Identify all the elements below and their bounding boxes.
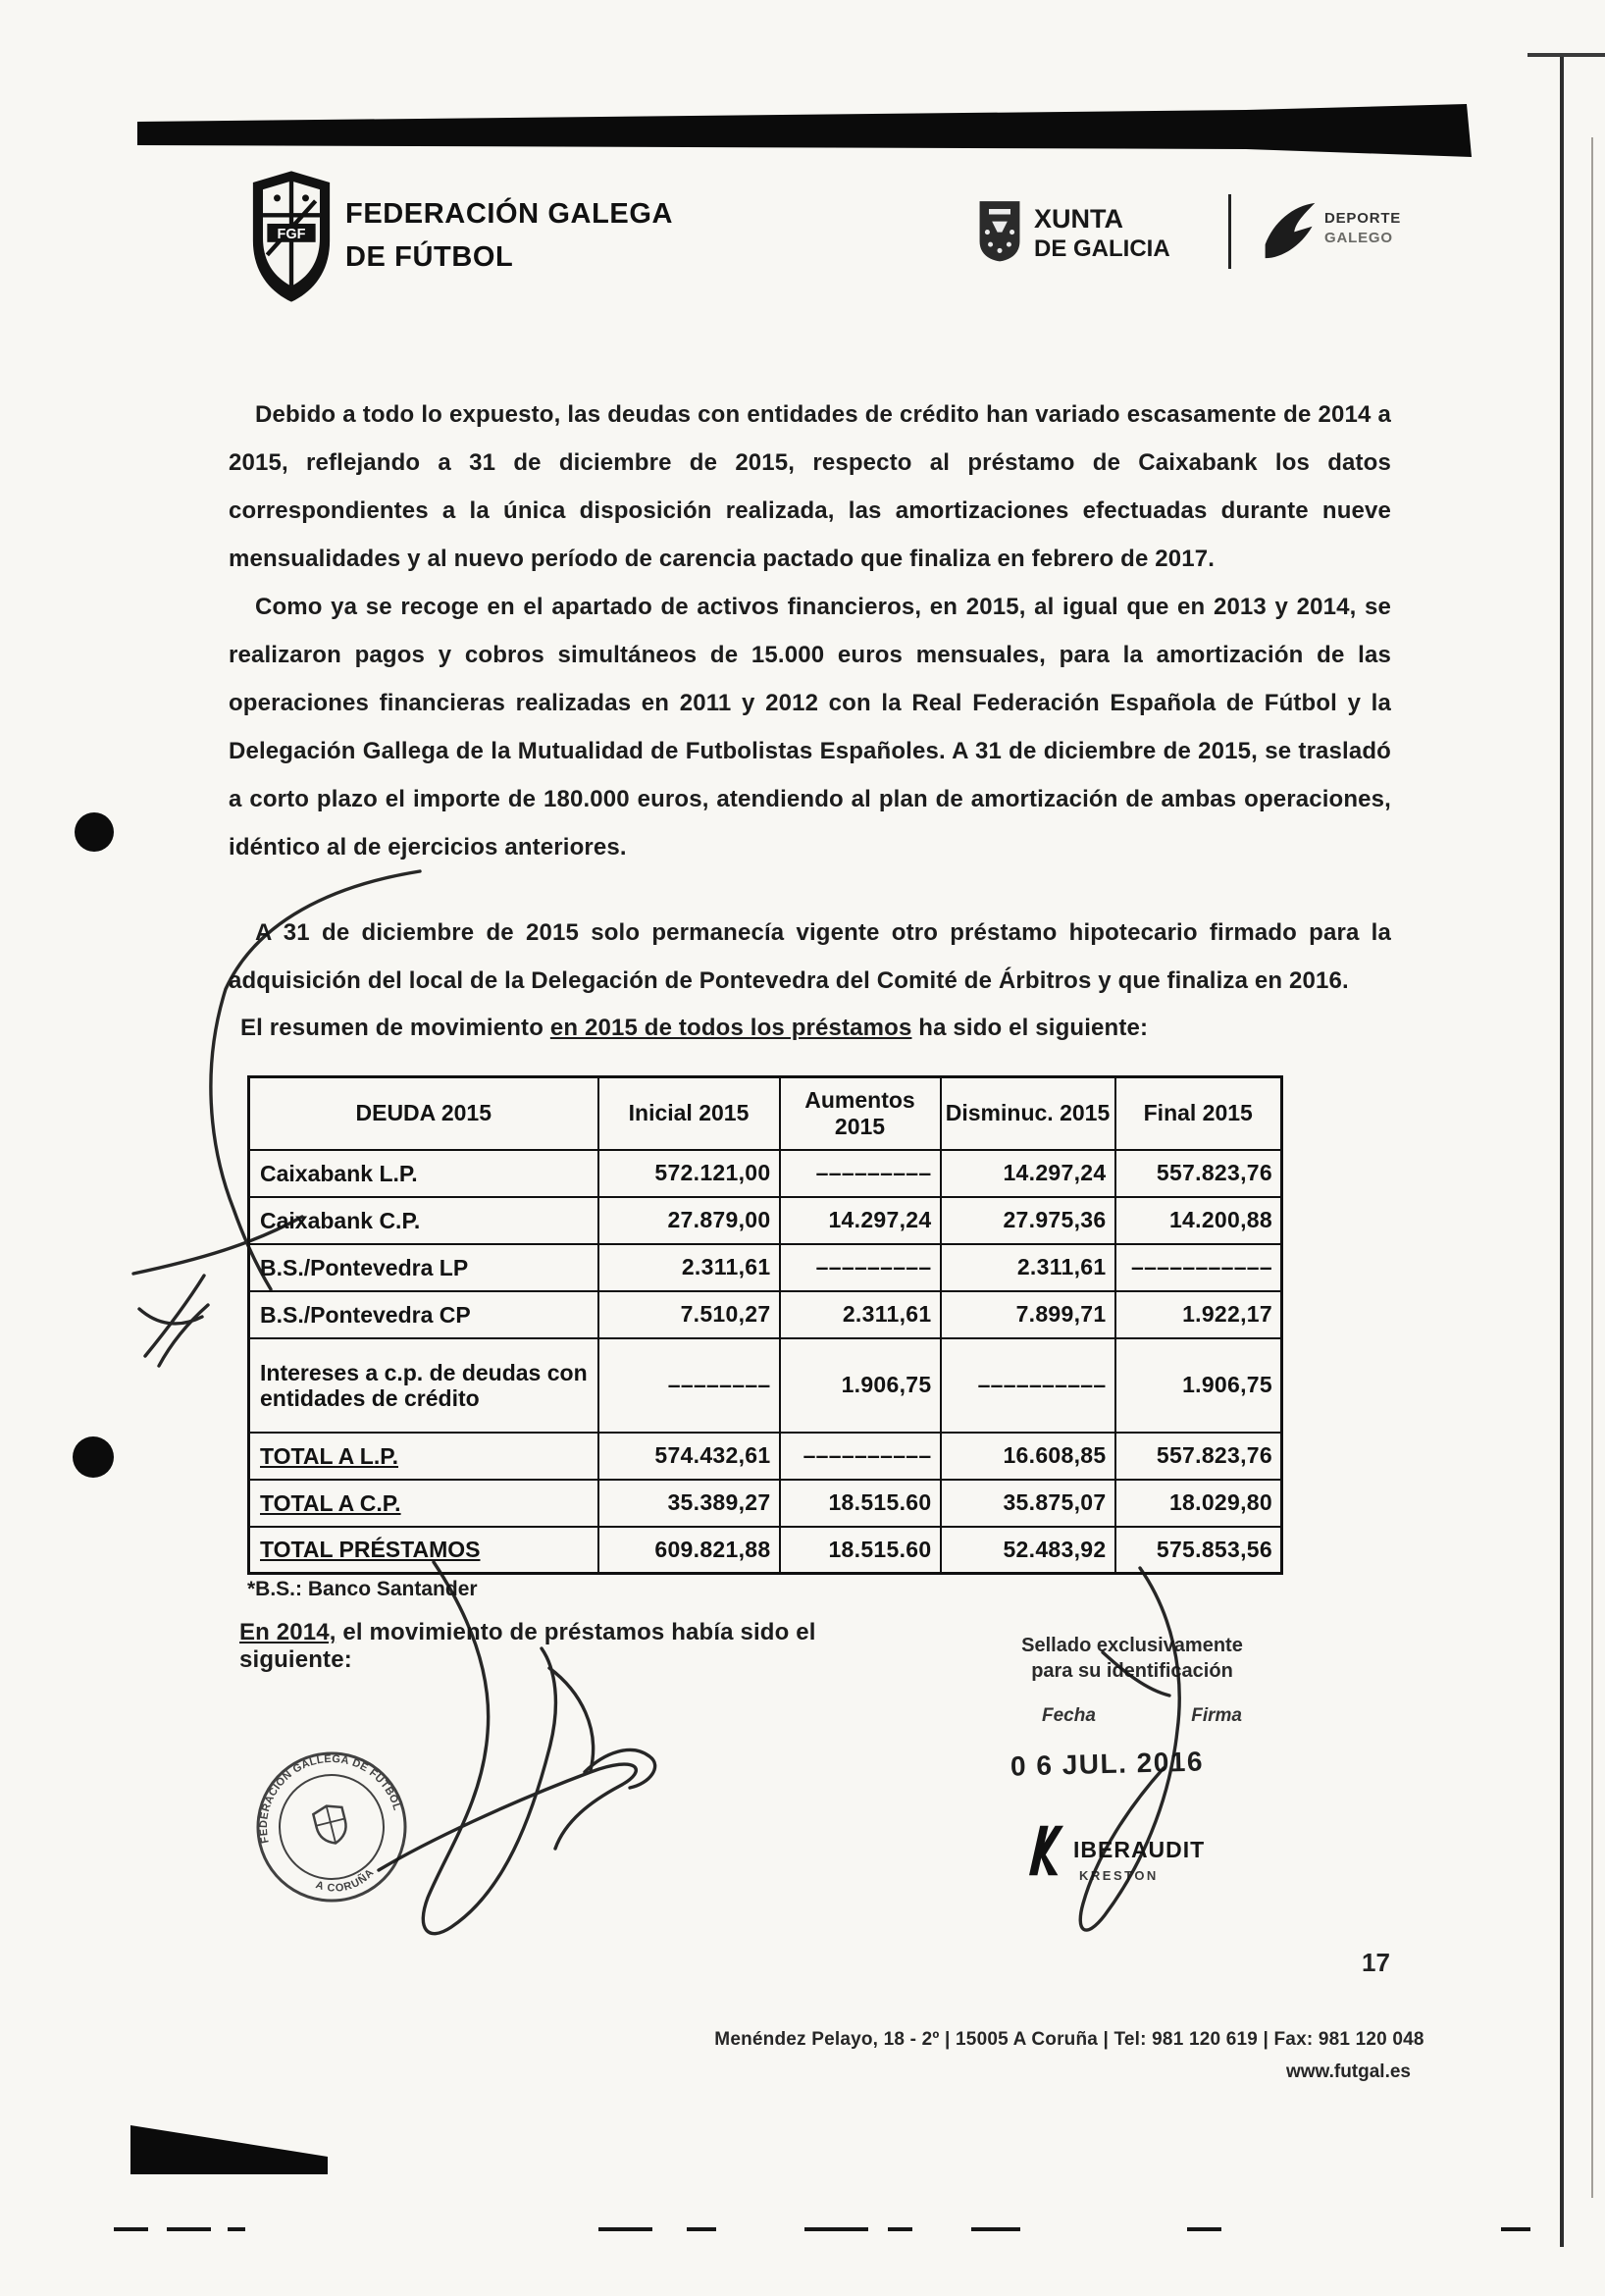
header-divider xyxy=(1228,194,1231,269)
col-header-deuda: DEUDA 2015 xyxy=(249,1077,598,1150)
deporte-label-line2: GALEGO xyxy=(1324,230,1393,246)
auditor-network: KRESTON xyxy=(1079,1868,1159,1883)
cell-final: 18.029,80 xyxy=(1115,1480,1282,1527)
row-label: Intereses a c.p. de deudas con entidades de crédito xyxy=(249,1338,598,1433)
cell-disminuc: –––––––––– xyxy=(941,1338,1115,1433)
cell-disminuc: 35.875,07 xyxy=(941,1480,1115,1527)
cell-final: 557.823,76 xyxy=(1115,1150,1282,1197)
cell-inicial: 7.510,27 xyxy=(598,1291,780,1338)
loans-table-wrapper xyxy=(247,1075,1283,1575)
cell-inicial: 35.389,27 xyxy=(598,1480,780,1527)
firma-label: Firma xyxy=(1191,1705,1242,1726)
cell-aumentos: 1.906,75 xyxy=(780,1338,941,1433)
table-row xyxy=(249,1150,1282,1197)
cell-disminuc: 27.975,36 xyxy=(941,1197,1115,1244)
cell-aumentos: 2.311,61 xyxy=(780,1291,941,1338)
cell-final: ––––––––––– xyxy=(1115,1244,1282,1291)
scan-artifact-top-bar xyxy=(128,96,1491,167)
intro-2015-prefix: El resumen de movimiento xyxy=(240,1015,550,1041)
federation-name-line2: DE FÚTBOL xyxy=(345,241,514,273)
table-row xyxy=(249,1291,1282,1338)
col-header-disminuc: Disminuc. 2015 xyxy=(941,1077,1115,1150)
row-label: Caixabank C.P. xyxy=(249,1197,598,1244)
footer-address: Menéndez Pelayo, 18 - 2º | 15005 A Coruña | Tel: 981 120 619 | Fax: 981 120 048 xyxy=(714,2029,1424,2050)
table-row-total-prestamos xyxy=(249,1527,1282,1574)
intro-2014-suffix: el movimiento de préstamos había sido el siguiente: xyxy=(239,1619,816,1673)
row-label: B.S./Pontevedra LP xyxy=(249,1244,598,1291)
federation-name-line1: FEDERACIÓN GALEGA xyxy=(345,198,674,230)
scan-artifact-corner-wedge xyxy=(126,2117,334,2180)
cell-aumentos: ––––––––– xyxy=(780,1150,941,1197)
cell-aumentos: ––––––––– xyxy=(780,1244,941,1291)
table-row-total-lp xyxy=(249,1433,1282,1480)
scan-artifact-dash xyxy=(687,2227,716,2231)
cell-disminuc: 2.311,61 xyxy=(941,1244,1115,1291)
cell-final: 575.853,56 xyxy=(1115,1527,1282,1574)
cell-disminuc: 52.483,92 xyxy=(941,1527,1115,1574)
auditor-certification-stamp xyxy=(985,1633,1279,1684)
scan-artifact-dash xyxy=(598,2227,652,2231)
scan-artifact-dash xyxy=(167,2227,211,2231)
row-label: Caixabank L.P. xyxy=(249,1150,598,1197)
intro-2014-underlined: En 2014, xyxy=(239,1619,337,1645)
scan-artifact-dash xyxy=(804,2227,868,2231)
deporte-label-line1: DEPORTE xyxy=(1324,210,1402,227)
xunta-label-line1: XUNTA xyxy=(1034,204,1123,234)
cell-disminuc: 7.899,71 xyxy=(941,1291,1115,1338)
scan-artifact-dash xyxy=(114,2227,148,2231)
row-label: TOTAL PRÉSTAMOS xyxy=(249,1527,598,1574)
intro-2015-underlined: en 2015 de todos los préstamos xyxy=(549,1015,912,1041)
xunta-crest-icon xyxy=(976,198,1023,263)
scan-artifact-dash xyxy=(1501,2227,1530,2231)
cell-inicial: 609.821,88 xyxy=(598,1527,780,1574)
scan-artifact-dash xyxy=(971,2227,1020,2231)
row-label: TOTAL A C.P. xyxy=(249,1480,598,1527)
cell-disminuc: 14.297,24 xyxy=(941,1150,1115,1197)
cell-final: 557.823,76 xyxy=(1115,1433,1282,1480)
cell-inicial: 27.879,00 xyxy=(598,1197,780,1244)
fgf-initials: FGF xyxy=(277,227,306,243)
scan-artifact-vertical-line xyxy=(1591,137,1593,2198)
table-row xyxy=(249,1338,1282,1433)
table-row-total-cp xyxy=(249,1480,1282,1527)
paragraph-1: Debido a todo lo expuesto, las deudas con entidades de crédito han variado escasamente de 2014 a 2015, reflejando a 31 de diciembre de 2015, respecto al préstamo de Caixabank los datos correspondientes a la única disposición realizada, las amortizaciones efectuadas durante nueve mensualidades y al nuevo período de carencia pactado que finaliza en febrero de 2017. xyxy=(229,401,1391,572)
table-header-row xyxy=(249,1077,1282,1150)
date-stamp: 0 6 JUL. 2016 xyxy=(1010,1746,1205,1782)
intro-line-2015 xyxy=(240,1015,1320,1042)
debt-summary-table xyxy=(247,1075,1283,1575)
sellado-line1: Sellado exclusivamente xyxy=(1021,1635,1243,1656)
row-label: B.S./Pontevedra CP xyxy=(249,1291,598,1338)
hole-punch-mark xyxy=(73,1436,114,1478)
stamp-bottom-text: A CORUÑA xyxy=(314,1866,378,1895)
col-header-final: Final 2015 xyxy=(1115,1077,1282,1150)
cell-inicial: 2.311,61 xyxy=(598,1244,780,1291)
table-row xyxy=(249,1197,1282,1244)
auditor-name: IBERAUDIT xyxy=(1073,1837,1206,1862)
fecha-label: Fecha xyxy=(1042,1705,1096,1726)
scan-artifact-vertical-line xyxy=(1560,57,1564,2247)
cell-aumentos: –––––––––– xyxy=(780,1433,941,1480)
cell-inicial: 572.121,00 xyxy=(598,1150,780,1197)
fgf-crest-logo xyxy=(248,167,335,306)
stamp-top-text: FEDERACIÓN GALLEGA DE FÚTBOL xyxy=(257,1752,403,1845)
paragraph-3: A 31 de diciembre de 2015 solo permanecía vigente otro préstamo hipotecario firmado para la adquisición del local de la Delegación de Pontevedra del Comité de Árbitros y que finaliza en 2016. xyxy=(229,919,1391,994)
scan-artifact-dash xyxy=(228,2227,245,2231)
table-footnote: *B.S.: Banco Santander xyxy=(247,1578,478,1600)
iberaudit-k-icon xyxy=(1022,1823,1063,1878)
hole-punch-mark xyxy=(75,812,114,852)
cell-aumentos: 18.515.60 xyxy=(780,1480,941,1527)
svg-text:A CORUÑA xyxy=(312,1865,380,1901)
scan-artifact-tick xyxy=(1527,53,1605,57)
footer-website: www.futgal.es xyxy=(1285,2061,1411,2082)
cell-disminuc: 16.608,85 xyxy=(941,1433,1115,1480)
deporte-galego-swoosh-icon xyxy=(1262,200,1319,261)
cell-aumentos: 14.297,24 xyxy=(780,1197,941,1244)
intro-line-2014 xyxy=(239,1619,926,1674)
cell-aumentos: 18.515.60 xyxy=(780,1527,941,1574)
intro-2015-suffix: ha sido el siguiente: xyxy=(911,1015,1149,1041)
row-label: TOTAL A L.P. xyxy=(249,1433,598,1480)
scan-artifact-dash xyxy=(888,2227,912,2231)
col-header-inicial: Inicial 2015 xyxy=(598,1077,780,1150)
cell-final: 1.906,75 xyxy=(1115,1338,1282,1433)
fecha-firma-labels xyxy=(1024,1705,1260,1727)
xunta-label-line2: DE GALICIA xyxy=(1034,235,1170,262)
cell-inicial: 574.432,61 xyxy=(598,1433,780,1480)
federation-circular-stamp xyxy=(236,1732,427,1922)
scan-artifact-dash xyxy=(1187,2227,1221,2231)
paragraph-2: Como ya se recoge en el apartado de activos financieros, en 2015, al igual que en 2013 y 2014, se realizaron pagos y cobros simultáneos de 15.000 euros mensuales, para la amortización de las operaciones financieras realizadas en 2011 y 2012 con la Real Federación Española de Fútbol y la Delegación Gallega de la Mutualidad de Futbolistas Españoles. A 31 de diciembre de 2015, se trasladó a corto plazo el importe de 180.000 euros, atendiendo al plan de amortización de ambas operaciones, idéntico al de ejercicios anteriores. xyxy=(229,594,1391,861)
cell-inicial: –––––––– xyxy=(598,1338,780,1433)
sellado-line2: para su identificación xyxy=(1031,1660,1233,1682)
cell-final: 14.200,88 xyxy=(1115,1197,1282,1244)
page-number: 17 xyxy=(1362,1948,1390,1977)
col-header-aumentos: Aumentos 2015 xyxy=(780,1077,941,1150)
cell-final: 1.922,17 xyxy=(1115,1291,1282,1338)
table-row xyxy=(249,1244,1282,1291)
